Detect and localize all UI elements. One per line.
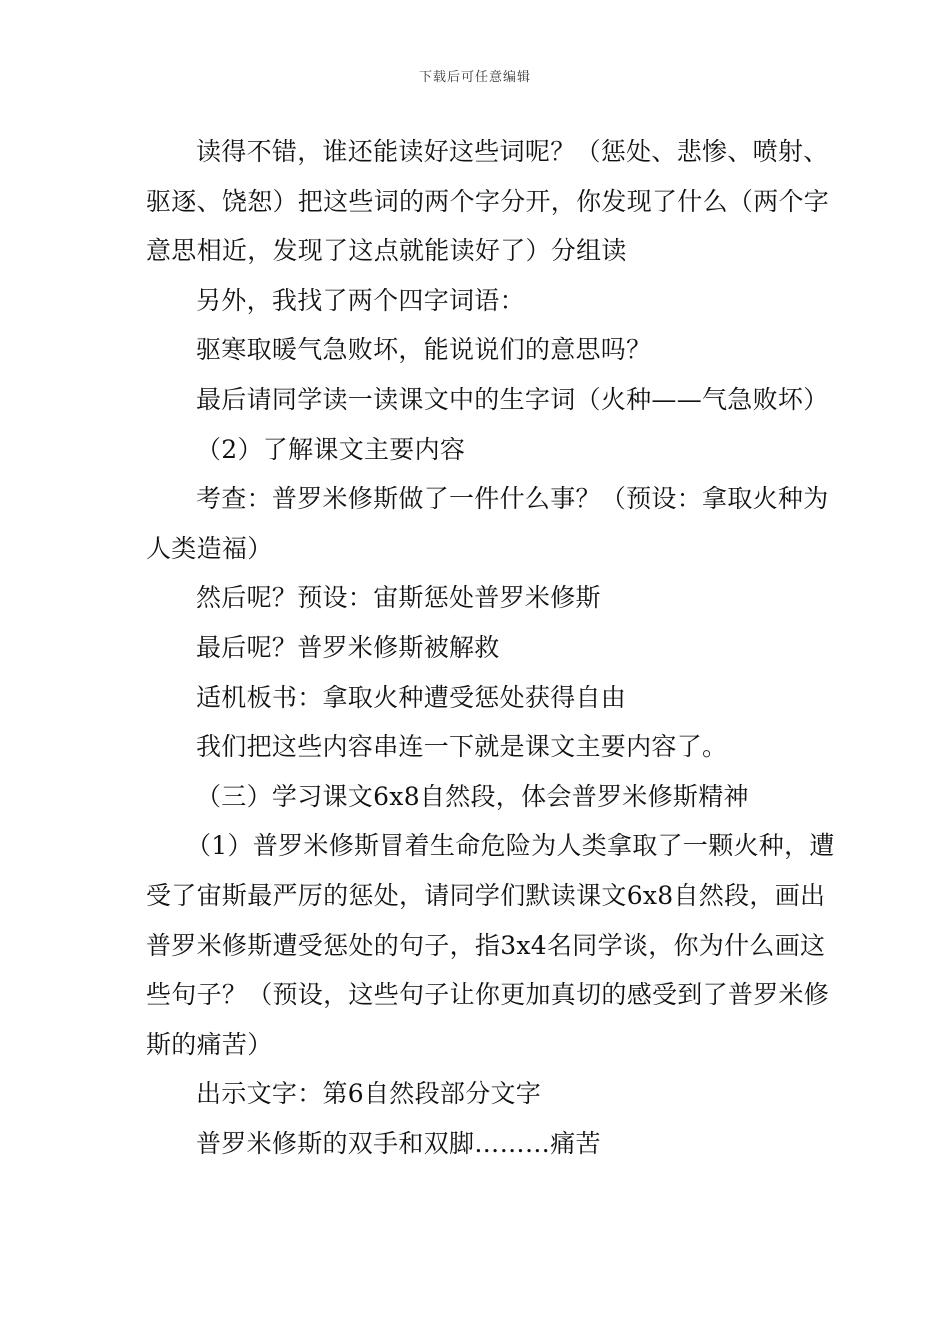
paragraph: 另外，我找了两个四字词语： — [196, 285, 525, 315]
paragraph: 然后呢？预设：宙斯惩处普罗米修斯 — [196, 583, 601, 613]
paragraph: 驱寒取暖气急败坏，能说说们的意思吗？ — [196, 335, 652, 365]
document-body — [146, 127, 836, 1168]
paragraph: 出示文字：第6自然段部分文字 — [196, 1079, 542, 1109]
section-heading: （三）学习课文6x8自然段，体会普罗米修斯精神 — [196, 781, 749, 811]
paragraph: 适机板书：拿取火种遭受惩处获得自由 — [196, 682, 627, 712]
section-heading: （2）了解课文主要内容 — [196, 434, 466, 464]
paragraph: 我们把这些内容串连一下就是课文主要内容了。 — [196, 732, 728, 762]
paragraph: 最后呢？普罗米修斯被解救 — [196, 632, 500, 662]
paragraph: 最后请同学读一读课文中的生字词（火种——气急败坏） — [196, 384, 829, 414]
page-header: 下载后可任意编辑 — [418, 70, 531, 85]
paragraph: 普罗米修斯的双手和双脚………痛苦 — [196, 1128, 601, 1158]
paragraph: （1）普罗米修斯冒着生命危险为人类拿取了一颗火种，遭受了宙斯最严厉的惩处，请同学们默读课文6x8自然段，画出普罗米修斯遭受惩处的句子，指3x4名同学谈，你为什么画这些句子？（预设，这些句子让你更加真切的感受到了普罗米修斯的痛苦） — [146, 831, 835, 1059]
paragraph: 读得不错，谁还能读好这些词呢？（惩处、悲惨、喷射、驱逐、饶恕）把这些词的两个字分开，你发现了什么（两个字意思相近，发现了这点就能读好了）分组读 — [146, 137, 830, 266]
paragraph: 考查：普罗米修斯做了一件什么事？（预设：拿取火种为人类造福） — [146, 484, 829, 563]
